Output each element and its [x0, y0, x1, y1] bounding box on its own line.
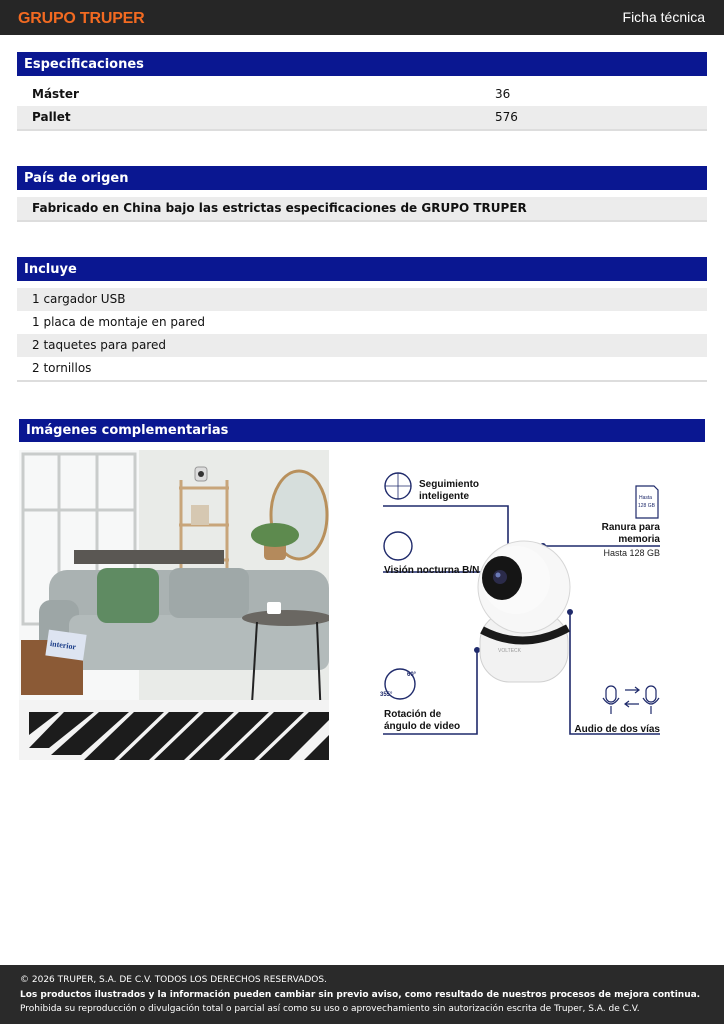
origin-row: [17, 197, 707, 220]
specs-section-title: Especificaciones: [17, 52, 707, 76]
divider: [17, 129, 707, 131]
disclaimer: Los productos ilustrados y la información pueden cambiar sin previo aviso, como resultado de nuestros procesos de mejora continua.: [20, 990, 701, 1000]
two-way-audio-icon: [603, 686, 659, 714]
spec-value: 576: [495, 110, 518, 124]
footer: [0, 965, 724, 1024]
memory-sub-label: Hasta 128 GB: [603, 548, 660, 558]
tracking-label-2: inteligente: [419, 491, 470, 502]
rotation-label-1: Rotación de: [384, 709, 442, 720]
includes-section-title: Incluye: [17, 257, 707, 281]
svg-text:355°: 355°: [380, 692, 393, 698]
document-type: Ficha técnica: [622, 9, 705, 25]
list-item: 1 placa de montaje en pared: [32, 315, 206, 329]
spec-value: 36: [495, 87, 511, 101]
night-vision-label: Visión nocturna B/N: [384, 565, 480, 576]
images-section-title: Imágenes complementarias: [19, 419, 705, 442]
spec-row: [17, 83, 707, 106]
spec-label: Máster: [32, 87, 79, 101]
svg-text:Hasta: Hasta: [639, 495, 653, 501]
rotation-label-2: ángulo de video: [384, 721, 461, 732]
camera-infographic: [378, 462, 668, 742]
origin-text: Fabricado en China bajo las estrictas especificaciones de GRUPO TRUPER: [32, 201, 527, 215]
memory-label-1: Ranura para: [601, 522, 660, 533]
list-item: 2 taquetes para pared: [17, 334, 707, 357]
list-item: 2 tornillos: [32, 361, 92, 375]
night-vision-icon: [384, 532, 412, 560]
divider: [17, 220, 707, 222]
living-room-photo: [19, 450, 329, 760]
svg-text:128 GB: 128 GB: [638, 503, 655, 509]
origin-section-title: País de origen: [17, 166, 707, 190]
list-item: 1 cargador USB: [17, 288, 707, 311]
camera-brand: VOLTECK: [498, 648, 521, 654]
audio-label: Audio de dos vías: [574, 724, 660, 735]
magazine-sign: interior: [49, 638, 77, 652]
spec-label: Pallet: [32, 110, 71, 124]
svg-text:60°: 60°: [407, 672, 417, 678]
copyright: © 2026 TRUPER, S.A. DE C.V. TODOS LOS DERECHOS RESERVADOS.: [20, 975, 327, 985]
spec-row: [17, 106, 707, 129]
tracking-label-1: Seguimiento: [419, 479, 480, 490]
divider: [17, 380, 707, 382]
memory-card-icon: [636, 486, 658, 518]
legal-notice: Prohibida su reproducción o divulgación total o parcial así como su uso o aprovechamiento sin autorización escrita de Truper, S.A. de C.V.: [20, 1004, 640, 1014]
brand-logo: GRUPO TRUPER: [18, 10, 145, 27]
memory-label-2: memoria: [618, 534, 660, 545]
top-bar: [0, 0, 724, 35]
